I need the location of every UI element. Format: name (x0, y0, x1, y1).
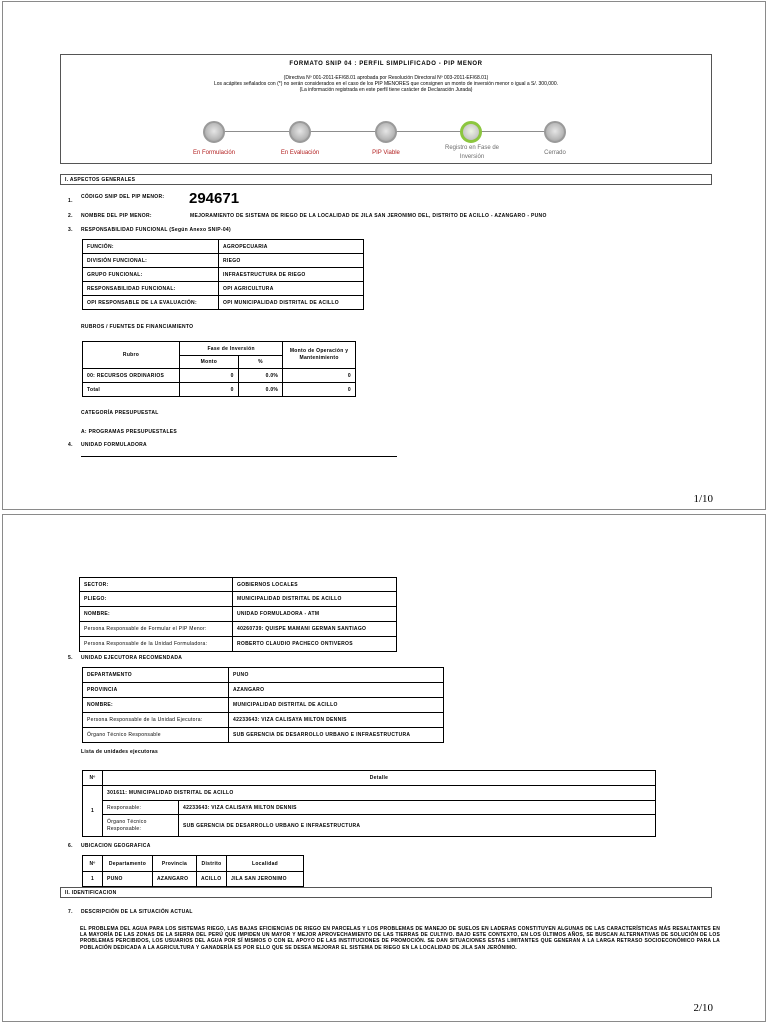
table-cell-label: NOMBRE: (83, 698, 229, 713)
table-row (83, 254, 364, 268)
subsection-title: Lista de unidades ejecutoras (81, 749, 159, 755)
table-row (80, 622, 397, 637)
table-cell-value: AZANGARO (229, 683, 444, 698)
table-cell-value: ROBERTO CLAUDIO PACHECO ONTIVEROS (233, 637, 397, 652)
table-cell: JILA SAN JERONIMO (227, 872, 304, 887)
table-cell-label: NOMBRE: (80, 607, 233, 622)
table-row (83, 668, 444, 683)
table-cell-value: SUB GERENCIA DE DESARROLLO URBANO E INFRAESTRUCTURA (229, 728, 444, 743)
directive-line: Los acápites señalados con (*) no serán considerados en el caso de los PIP MENORES que consignen un monto de inversión menor o igual a S/. 300,000. (213, 81, 558, 87)
header-operacion: Monto de Operación y Mantenimiento (283, 342, 356, 369)
table-row (83, 728, 444, 743)
header-num: Nº (83, 771, 103, 786)
table-cell-value: MUNICIPALIDAD DISTRITAL DE ACILLO (233, 592, 397, 607)
field-label: NOMBRE DEL PIP MENOR: (81, 213, 152, 219)
executing-units-list-table (82, 770, 656, 837)
table-cell-label: Persona Responsable de Formular el PIP Menor: (80, 622, 233, 637)
table-cell: 0.0% (238, 369, 282, 383)
table-row (80, 637, 397, 652)
table-cell-label: Órgano Técnico Responsable (83, 728, 229, 743)
table-cell: ACILLO (197, 872, 227, 887)
header-cell: Departamento (103, 856, 153, 872)
table-row (83, 240, 364, 254)
table-cell-value: AGROPECUARIA (219, 240, 364, 254)
table-cell-value: 40260739: QUISPE MAMANI GERMAN SANTIAGO (233, 622, 397, 637)
table-row (83, 698, 444, 713)
table-cell-label: DIVISIÓN FUNCIONAL: (83, 254, 219, 268)
table-cell-num: 1 (83, 786, 103, 837)
field-label: RESPONSABILIDAD FUNCIONAL (Según Anexo SNIP-04) (81, 227, 231, 233)
table-row (83, 268, 364, 282)
table-cell-value: UNIDAD FORMULADORA - ATM (233, 607, 397, 622)
table-cell-value: MUNICIPALIDAD DISTRITAL DE ACILLO (229, 698, 444, 713)
table-cell-value: PUNO (229, 668, 444, 683)
header-cell: Nº (83, 856, 103, 872)
financing-table (82, 341, 356, 397)
field-label: UNIDAD EJECUTORA RECOMENDADA (81, 655, 183, 661)
field-label: DESCRIPCIÓN DE LA SITUACIÓN ACTUAL (81, 909, 193, 915)
field-label: UBICACION GEOGRAFICA (81, 843, 151, 849)
table-cell-label: SECTOR: (80, 578, 233, 592)
table-cell: 0.0% (238, 383, 282, 397)
table-cell-value: SUB GERENCIA DE DESARROLLO URBANO E INFRAESTRUCTURA (179, 815, 656, 837)
table-cell-label: Persona Responsable de la Unidad Formuladora: (80, 637, 233, 652)
table-cell-label: Órgano Técnico Responsable: (103, 815, 179, 837)
table-cell: 0 (283, 383, 356, 397)
workflow-label: Cerrado (544, 150, 566, 156)
form-title: FORMATO SNIP 04 : PERFIL SIMPLIFICADO - PIP MENOR (289, 61, 483, 67)
workflow-step-node (375, 121, 397, 143)
section-heading: I. ASPECTOS GENERALES (60, 174, 712, 185)
table-cell-value: OPI MUNICIPALIDAD DISTRITAL DE ACILLO (219, 296, 364, 310)
subsection-title: RUBROS / FUENTES DE FINANCIAMIENTO (81, 324, 194, 330)
table-cell-label: OPI RESPONSABLE DE LA EVALUACIÓN: (83, 296, 219, 310)
table-cell: 00: RECURSOS ORDINARIOS (83, 369, 180, 383)
table-cell-label: FUNCIÓN: (83, 240, 219, 254)
table-row (83, 683, 444, 698)
table-row (83, 872, 304, 887)
section-heading: II. IDENTIFICACION (60, 887, 712, 898)
table-row (80, 607, 397, 622)
table-cell-label: Persona Responsable de la Unidad Ejecutora: (83, 713, 229, 728)
document-page-2: SECTOR: GOBIERNOS LOCALES PLIEGO: MUNICIPALIDAD DISTRITAL DE ACILLO NOMBRE: UNIDAD FORMULADORA - ATM Persona Responsable de Formular el PIP Menor: 40260739: QUISPE MAMANI GERMAN SANTIAGO Persona Responsable de la Unidad Formuladora: ROBERTO CLAUDIO PACHECO ONTIVEROS 5. UNIDAD EJECUTORA RECOMENDADA DEPARTAMENTO PUNO PROVINCIA AZANGARO NOMBRE: MUNICIPALIDAD DISTRITAL DE ACILLO Persona Responsable de la Unidad Ejecutora: 42233643: VIZA CALISAYA MILTON DENNIS Órgano Técnico Responsable SUB GERENCIA DE DESARROLLO URBANO E INFRAESTRUCTURA Lista de unidades ejecutoras Nº Detalle 1 301611: MUNICIPALIDAD DISTRITAL DE ACILLO Responsable: 42233643: VIZA CALISAYA MILTON DENNIS Órgano Técnico Responsable: SUB GERENCIA DE DESARROLLO URBANO E INFRAESTRUCTURA 6. UBICACION GEOGRAFICA Nº Departamento Provincia Distrito Localidad 1 PUNO AZANGARO ACILLO JILA SAN JERONIMO II. IDENTIFICACION 7. DESCRIPCIÓN DE LA SITUACIÓN ACTUAL EL PROBLEMA DEL AGUA PARA LOS SISTEMAS RIEGO, LAS BAJAS EFICIENCIAS DE RIEGO EN PARCELAS Y LOS PROBLEMAS DE MANEJO DE SUELOS EN LADERAS CONSTITUYEN ALGUNAS DE LAS CARACTERÍSTICAS MÁS RESALTANTES EN LA MAYORÍA DE LAS ZONAS DE LA SIERRA DEL PERÚ QUE IMPIDEN UN MAYOR Y MEJOR APROVECHAMIENTO DE LAS TIERRAS DE CULTIVO. BAJO ESTE CONTEXTO, EN LOS ÚLTIMOS AÑOS, SE BUSCAN ALTERNATIVAS DE SOLUCIÓN DE LOS PROBLEMAS PERCIBIDOS, LOS USUARIOS DEL AGUA POR SÍ MISMOS O CON EL APOYO DE LAS INSTITUCIONES DE PROMOCIÓN. SE DAN SITUACIONES ESTAS LIMITANTES QUE GENERAN A LA LARGA RETRASO SOCIOECONÓMICO PARA LA POBLACIÓN DEDICADA A LA AGRICULTURA Y GANADERÍA ES POR ELLO QUE SE DESEA MEJORAR EL SISTEMA DE RIEGO EN LA LOCALIDAD DE JILA SAN JERÓNIMO. 2/10 (2, 514, 766, 1022)
table-cell-label: PLIEGO: (80, 592, 233, 607)
table-row (83, 786, 656, 801)
table-cell-label: GRUPO FUNCIONAL: (83, 268, 219, 282)
table-row (83, 296, 364, 310)
functional-responsibility-table (82, 239, 364, 310)
table-row (80, 578, 397, 592)
table-header-row (83, 771, 656, 786)
workflow-label-active: Registro en Fase de Inversión (444, 145, 500, 160)
workflow-step-node (544, 121, 566, 143)
table-cell-label: PROVINCIA (83, 683, 229, 698)
formulating-unit-table (79, 577, 397, 652)
table-cell-label: RESPONSABILIDAD FUNCIONAL: (83, 282, 219, 296)
table-row (83, 369, 356, 383)
table-row (83, 815, 656, 837)
table-cell: 1 (83, 872, 103, 887)
workflow-label: PIP Viable (372, 150, 400, 156)
table-row (83, 713, 444, 728)
geographic-location-table (82, 855, 304, 887)
header-cell: Distrito (197, 856, 227, 872)
workflow-step-node (289, 121, 311, 143)
table-cell: 0 (180, 383, 239, 397)
table-row (83, 282, 364, 296)
table-cell-value: 42233643: VIZA CALISAYA MILTON DENNIS (179, 801, 656, 815)
workflow-label: En Formulación (192, 150, 236, 156)
header-rubro: Rubro (83, 342, 180, 369)
directive-line: (La información registrada en este perfil tiene carácter de Declaración Jurada) (299, 87, 473, 93)
table-cell-value: 42233643: VIZA CALISAYA MILTON DENNIS (229, 713, 444, 728)
directive-text (61, 75, 711, 93)
situation-description: EL PROBLEMA DEL AGUA PARA LOS SISTEMAS RIEGO, LAS BAJAS EFICIENCIAS DE RIEGO EN PARCELAS Y LOS PROBLEMAS DE MANEJO DE SUELOS EN LADERAS CONSTITUYEN ALGUNAS DE LAS CARACTERÍSTICAS MÁS RESALTANTES EN LA MAYORÍA DE LAS ZONAS DE LA SIERRA DEL PERÚ QUE IMPIDEN UN MAYOR Y MEJOR APROVECHAMIENTO DE LAS TIERRAS DE CULTIVO. BAJO ESTE CONTEXTO, EN LOS ÚLTIMOS AÑOS, SE BUSCAN ALTERNATIVAS DE SOLUCIÓN DE LOS PROBLEMAS PERCIBIDOS, LOS USUARIOS DEL AGUA POR SÍ MISMOS O CON EL APOYO DE LAS INSTITUCIONES DE PROMOCIÓN. SE DAN SITUACIONES ESTAS LIMITANTES QUE GENERAN A LA LARGA RETRASO SOCIOECONÓMICO PARA LA POBLACIÓN DEDICADA A LA AGRICULTURA Y GANADERÍA ES POR ELLO QUE SE DESEA MEJORAR EL SISTEMA DE RIEGO EN LA LOCALIDAD DE JILA SAN JERÓNIMO. (80, 926, 720, 951)
table-cell: Total (83, 383, 180, 397)
table-cell: PUNO (103, 872, 153, 887)
executing-unit-table (82, 667, 444, 743)
header-cell: Provincia (153, 856, 197, 872)
header-cell: Localidad (227, 856, 304, 872)
workflow-step-node (203, 121, 225, 143)
field-label: CÓDIGO SNIP DEL PIP MENOR: (81, 194, 165, 200)
table-cell-label: Responsable: (103, 801, 179, 815)
table-cell-value: RIEGO (219, 254, 364, 268)
table-cell-value: OPI AGRICULTURA (219, 282, 364, 296)
directive-line: (Directiva Nº 001-2011-EF/68.01 aprobada por Resolución Directoral Nº 003-2011-EF/68.01) (283, 75, 489, 81)
table-header-row (83, 856, 304, 872)
categoria-value: A: PROGRAMAS PRESUPUESTALES (81, 429, 178, 435)
workflow-step-node-active (460, 121, 482, 143)
project-name-value: MEJORAMIENTO DE SISTEMA DE RIEGO DE LA LOCALIDAD DE JILA SAN JERONIMO DEL, DISTRITO DE ACILLO - AZANGARO - PUNO (190, 213, 547, 219)
table-row (83, 801, 656, 815)
page-number: 2/10 (693, 1002, 713, 1014)
header-pct: % (238, 356, 282, 369)
snip-code-value: 294671 (189, 190, 240, 207)
table-header-row (83, 342, 356, 356)
form-header-box (60, 54, 712, 164)
page-number: 1/10 (693, 493, 713, 505)
subsection-title: CATEGORÍA PRESUPUESTAL (81, 410, 159, 416)
field-label: UNIDAD FORMULADORA (81, 442, 147, 448)
header-monto: Monto (180, 356, 239, 369)
table-cell: 0 (180, 369, 239, 383)
table-cell-label: DEPARTAMENTO (83, 668, 229, 683)
header-detalle: Detalle (103, 771, 656, 786)
header-fase: Fase de Inversión (180, 342, 283, 356)
table-cell-value: GOBIERNOS LOCALES (233, 578, 397, 592)
table-cell-unit: 301611: MUNICIPALIDAD DISTRITAL DE ACILLO (103, 786, 656, 801)
table-cell: AZANGARO (153, 872, 197, 887)
table-row (80, 592, 397, 607)
document-page-1: FORMATO SNIP 04 : PERFIL SIMPLIFICADO - PIP MENOR (Directiva Nº 001-2011-EF/68.01 aprobada por Resolución Directoral Nº 003-2011-EF/68.01) Los acápites señalados con (*) no serán considerados en el caso de los PIP MENORES que consignen un monto de inversión menor o igual a S/. 300,000. (La información registrada en este perfil tiene carácter de Declaración Jurada) En Formulación En Evaluación PIP Viable Registro en Fase de Inversión Cerrado I. ASPECTOS GENERALES 1. CÓDIGO SNIP DEL PIP MENOR: 294671 2. NOMBRE DEL PIP MENOR: MEJORAMIENTO DE SISTEMA DE RIEGO DE LA LOCALIDAD DE JILA SAN JERONIMO DEL, DISTRITO DE ACILLO - AZANGARO - PUNO 3. RESPONSABILIDAD FUNCIONAL (Según Anexo SNIP-04) FUNCIÓN: AGROPECUARIA DIVISIÓN FUNCIONAL: RIEGO GRUPO FUNCIONAL: INFRAESTRUCTURA DE RIEGO RESPONSABILIDAD FUNCIONAL: OPI AGRICULTURA OPI RESPONSABLE DE LA EVALUACIÓN: OPI MUNICIPALIDAD DISTRITAL DE ACILLO RUBROS / FUENTES DE FINANCIAMIENTO Rubro Fase de Inversión Monto de Operación y Mantenimiento Monto % 00: RECURSOS ORDINARIOS 0 0.0% 0 Total 0 0.0% 0 CATEGORÍA PRESUPUESTAL A: PROGRAMAS PRESUPUESTALES 4. UNIDAD FORMULADORA 1/10 (2, 1, 766, 510)
table-row (83, 383, 356, 397)
table-cell-value: INFRAESTRUCTURA DE RIEGO (219, 268, 364, 282)
divider (81, 456, 397, 457)
workflow-label: En Evaluación (280, 150, 320, 156)
table-cell: 0 (283, 369, 356, 383)
